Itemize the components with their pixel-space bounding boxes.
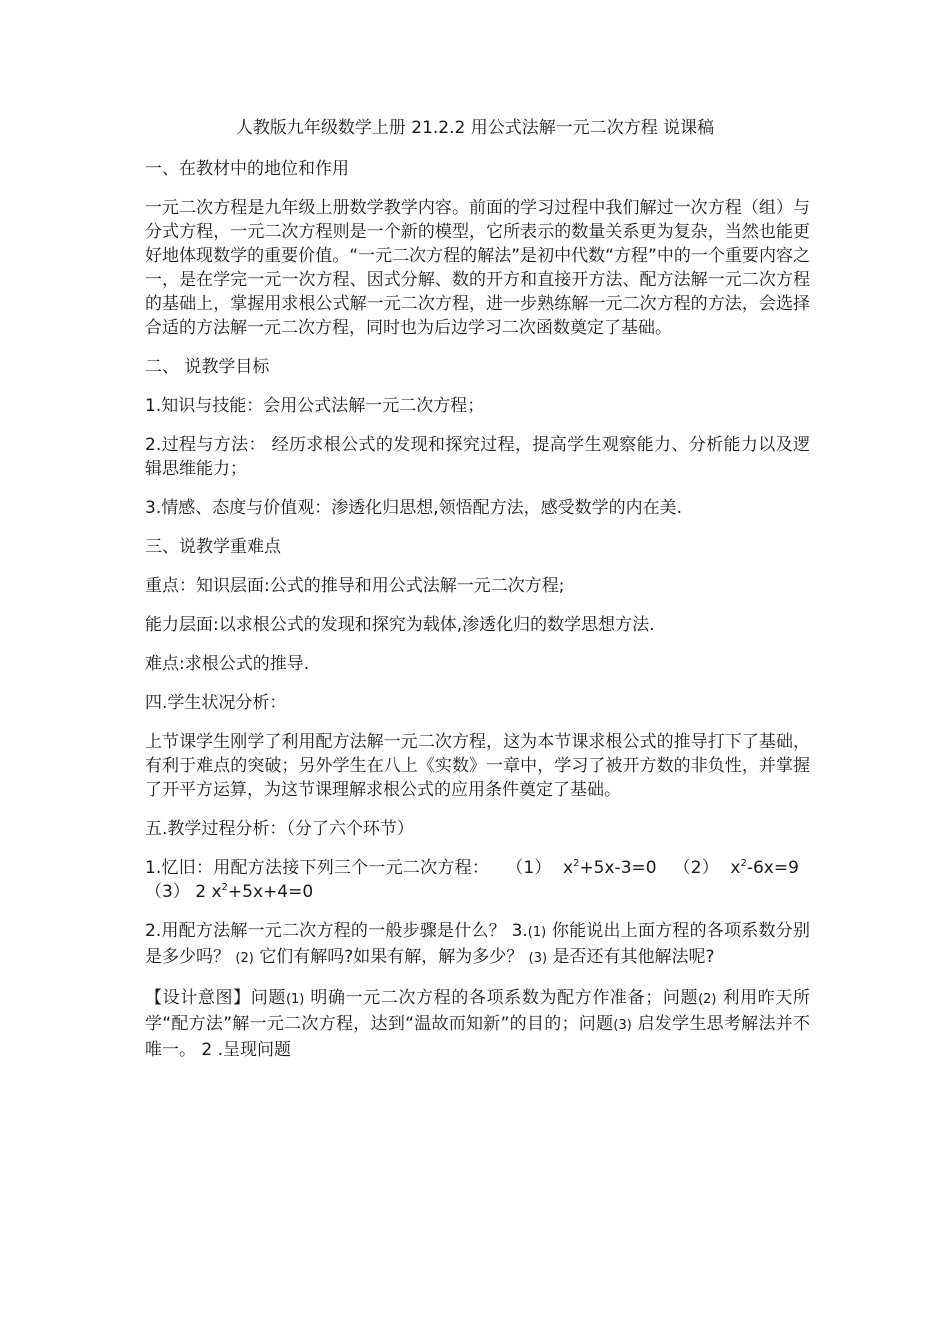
- section-heading: 三、说教学重难点: [145, 537, 281, 557]
- question-number: (1): [527, 925, 547, 940]
- goal-knowledge: 1.知识与技能：会用公式法解一元二次方程；: [145, 396, 485, 416]
- question-number: (3): [613, 1018, 632, 1033]
- equation-label: （3）: [145, 882, 190, 902]
- question-number: (2): [235, 951, 254, 966]
- document-body: [145, 157, 810, 1077]
- ability-point: 能力层面:以求根公式的发现和探究为载体,渗透化归的数学思想方法.: [145, 615, 655, 635]
- section-heading: 二、 说教学目标: [145, 357, 270, 377]
- design-intent: [145, 986, 810, 1062]
- document-title: 人教版九年级数学上册 21.2.2 用公式法解一元二次方程 说课稿: [235, 118, 715, 138]
- equation-term: -6x=9: [746, 858, 799, 878]
- difficult-point: 难点:求根公式的推导.: [145, 654, 310, 674]
- text-run: 它们有解吗?如果有解，解为多少？: [253, 947, 529, 967]
- step-review-lead: 1.忆旧：用配方法接下列三个一元二次方程：: [145, 858, 490, 878]
- text-run: 2.用配方法解一元二次方程的一般步骤是什么？ 3.: [145, 921, 528, 941]
- step-review: [145, 856, 810, 904]
- section-heading: 一、在教材中的地位和作用: [145, 159, 349, 179]
- text-run: 利用昨天所学“配方法”解一元二次方程，达到“温故而知新”的目的；问题: [145, 988, 811, 1034]
- exponent: 2: [221, 882, 228, 893]
- equation-label: （2）: [673, 858, 720, 878]
- exponent: 2: [740, 858, 747, 869]
- equation-term: +5x-3=0: [579, 858, 657, 878]
- text-run: 明确一元二次方程的各项系数为配方作准备；问题: [304, 988, 699, 1008]
- paragraph: 一元二次方程是九年级上册数学教学内容。前面的学习过程中我们解过一次方程（组）与分式方程，一元二次方程则是一个新的模型，它所表示的数量关系更为复杂，当然也能更好地体现数学的重要价值。“一元二次方程的解法”是初中代数“方程”中的一个重要内容之一，是在学完一元一次方程、因式分解、数的开方和直接开方法、配方法解一元二次方程的基础上，掌握用求根公式解一元二次方程，进一步熟练解一元二次方程的方法，会选择合适的方法解一元二次方程，同时也为后边学习二次函数奠定了基础。: [145, 198, 810, 338]
- equation-term: +5x+4=0: [227, 882, 314, 902]
- paragraph: 上节课学生刚学了利用配方法解一元二次方程，这为本节课求根公式的推导打下了基础，有利于难点的突破；另外学生在八上《实数》一章中，学习了被开方数的非负性，并掌握了开平方运算，为这节课理解求根公式的应用条件奠定了基础。: [145, 732, 810, 800]
- text-run: 启发学生思考解法并不唯一。 2 .呈现问题: [145, 1014, 811, 1060]
- question-number: (3): [528, 951, 548, 966]
- question-number: (1): [285, 992, 305, 1007]
- text-run: 是否还有其他解法呢?: [547, 947, 715, 967]
- key-point: 重点：知识层面:公式的推导和用公式法解一元二次方程;: [145, 576, 565, 596]
- section-heading: 五.教学过程分析：（分了六个环节）: [145, 819, 414, 839]
- equation-term: x: [563, 858, 574, 878]
- section-heading: 四.学生状况分析：: [145, 693, 287, 713]
- equation-label: （1）: [506, 858, 552, 878]
- step-questions: [145, 919, 810, 971]
- equation-term: x: [730, 858, 741, 878]
- goal-process: 2.过程与方法： 经历求根公式的发现和探究过程，提高学生观察能力、分析能力以及逻辑思维能力；: [145, 435, 810, 479]
- text-run: 【设计意图】问题: [145, 988, 286, 1008]
- exponent: 2: [573, 858, 580, 869]
- equation-term: 2 x: [195, 882, 222, 902]
- text-run: 你能说出上面方程的各项系数分别是多少吗？: [145, 921, 810, 967]
- question-number: (2): [698, 992, 717, 1007]
- goal-emotion: 3.情感、态度与价值观：渗透化归思想,领悟配方法，感受数学的内在美.: [145, 498, 683, 518]
